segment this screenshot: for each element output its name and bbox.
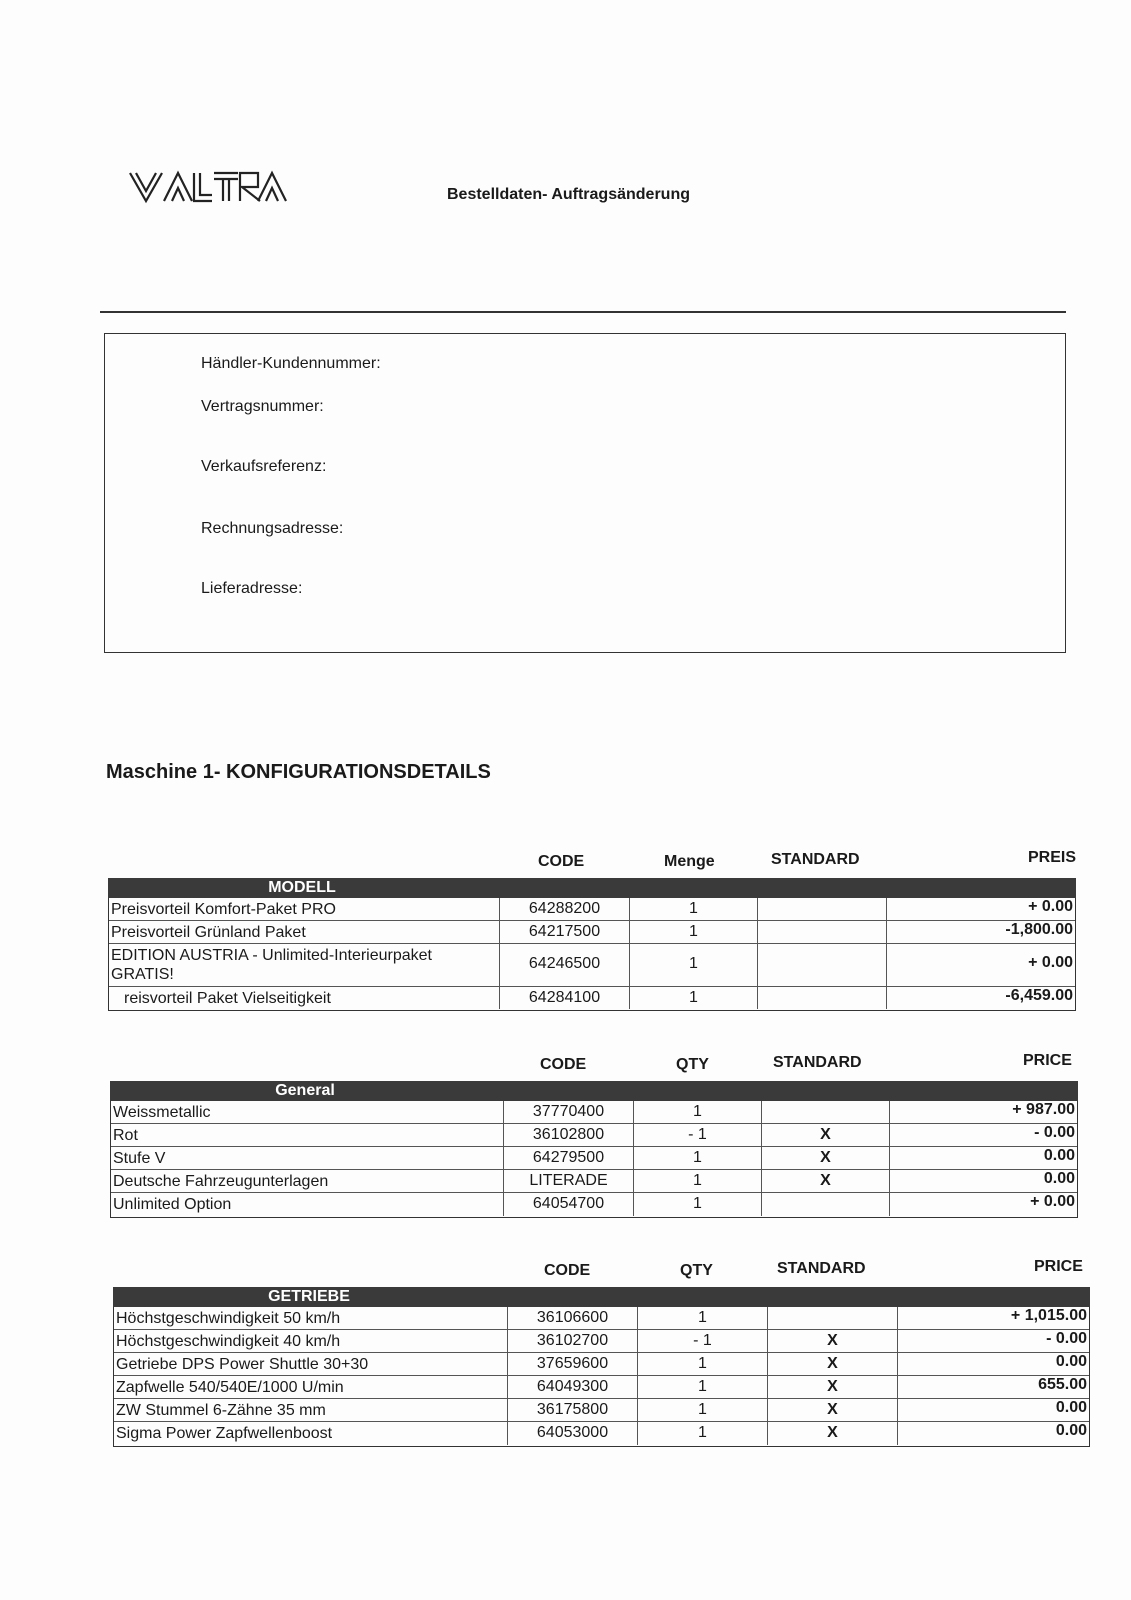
row-price: 0.00 xyxy=(1055,1353,1087,1370)
group-bar xyxy=(108,878,1076,898)
table-row xyxy=(109,944,1075,987)
row-description: Zapfwelle 540/540E/1000 U/min xyxy=(114,1376,508,1398)
row-standard xyxy=(762,1193,890,1216)
row-code: 64049300 xyxy=(508,1376,638,1398)
table-row xyxy=(114,1399,1089,1422)
row-price: 655.00 xyxy=(1038,1376,1087,1393)
row-description: Höchstgeschwindigkeit 40 km/h xyxy=(114,1330,508,1352)
row-qty: 1 xyxy=(630,944,758,986)
col-header-code: CODE xyxy=(544,1262,591,1279)
table-row xyxy=(114,1376,1089,1399)
row-description: Stufe V xyxy=(111,1147,504,1169)
col-header-qty: QTY xyxy=(676,1056,709,1073)
table-row xyxy=(111,1193,1077,1216)
row-code: 64284100 xyxy=(500,987,630,1009)
row-code: 36106600 xyxy=(508,1307,638,1329)
col-header-qty: QTY xyxy=(680,1262,713,1279)
row-description: EDITION AUSTRIA - Unlimited-Interieurpaket GRATIS! xyxy=(109,944,500,986)
row-description: Preisvorteil Grünland Paket xyxy=(109,921,500,943)
row-code: 64279500 xyxy=(504,1147,634,1169)
row-qty: - 1 xyxy=(634,1124,762,1146)
delivery-address-label: Lieferadresse: xyxy=(201,580,303,597)
table-row xyxy=(111,1101,1077,1124)
row-qty: 1 xyxy=(630,921,758,943)
row-standard: X xyxy=(768,1422,898,1445)
row-price: - 0.00 xyxy=(1034,1124,1075,1141)
row-description: Sigma Power Zapfwellenboost xyxy=(114,1422,508,1445)
col-header-qty: Menge xyxy=(664,853,715,870)
col-header-code: CODE xyxy=(538,853,585,870)
row-qty: 1 xyxy=(630,987,758,1009)
table-row xyxy=(111,1170,1077,1193)
row-price: + 0.00 xyxy=(1028,954,1073,971)
table-row xyxy=(109,921,1075,944)
col-header-standard: STANDARD xyxy=(771,851,860,868)
col-header-price: PREIS xyxy=(1028,849,1077,866)
row-qty: 1 xyxy=(634,1101,762,1123)
row-standard xyxy=(758,944,887,986)
row-code: 64054700 xyxy=(504,1193,634,1216)
col-header-standard: STANDARD xyxy=(773,1054,862,1071)
row-description: Preisvorteil Komfort-Paket PRO xyxy=(109,898,500,920)
row-standard: X xyxy=(768,1399,898,1421)
row-price: -1,800.00 xyxy=(1005,921,1073,938)
header-divider xyxy=(100,311,1066,313)
row-code: 37659600 xyxy=(508,1353,638,1375)
row-qty: 1 xyxy=(638,1376,768,1398)
row-price: 0.00 xyxy=(1055,1422,1087,1439)
table-row xyxy=(114,1422,1089,1445)
row-standard: X xyxy=(768,1353,898,1375)
row-price: 0.00 xyxy=(1043,1170,1075,1187)
row-price: + 0.00 xyxy=(1028,898,1073,915)
group-bar xyxy=(113,1287,1090,1307)
row-description: Unlimited Option xyxy=(111,1193,504,1216)
group-label: GETRIEBE xyxy=(268,1288,350,1305)
group-label: General xyxy=(275,1082,335,1099)
table-body xyxy=(110,1101,1078,1218)
row-standard xyxy=(762,1101,890,1123)
row-qty: 1 xyxy=(638,1307,768,1329)
row-description: reisvorteil Paket Vielseitigkeit xyxy=(109,987,500,1009)
row-standard xyxy=(768,1307,898,1329)
col-header-price: PRICE xyxy=(1034,1258,1083,1275)
row-qty: 1 xyxy=(638,1353,768,1375)
row-price: -6,459.00 xyxy=(1005,987,1073,1004)
row-code: 64246500 xyxy=(500,944,630,986)
table-row xyxy=(111,1124,1077,1147)
table-row xyxy=(114,1307,1089,1330)
customer-info-box xyxy=(104,333,1066,653)
table-row xyxy=(114,1353,1089,1376)
row-qty: - 1 xyxy=(638,1330,768,1352)
row-standard xyxy=(758,987,887,1009)
row-description: Weissmetallic xyxy=(111,1101,504,1123)
billing-address-label: Rechnungsadresse: xyxy=(201,520,344,537)
row-description: Deutsche Fahrzeugunterlagen xyxy=(111,1170,504,1192)
row-price: + 0.00 xyxy=(1030,1193,1075,1210)
row-code: LITERADE xyxy=(504,1170,634,1192)
row-standard: X xyxy=(768,1376,898,1398)
row-standard: X xyxy=(762,1147,890,1169)
dealer-customer-number-label: Händler-Kundennummer: xyxy=(201,355,381,372)
row-qty: 1 xyxy=(638,1399,768,1421)
valtra-logo xyxy=(128,170,288,204)
row-standard: X xyxy=(768,1330,898,1352)
row-qty: 1 xyxy=(630,898,758,920)
row-qty: 1 xyxy=(634,1170,762,1192)
row-price: + 1,015.00 xyxy=(1010,1307,1087,1324)
row-price: + 987.00 xyxy=(1012,1101,1075,1118)
document-title: Bestelldaten- Auftragsänderung xyxy=(447,186,690,203)
contract-number-label: Vertragsnummer: xyxy=(201,398,324,415)
sales-reference-label: Verkaufsreferenz: xyxy=(201,458,327,475)
row-standard xyxy=(758,921,887,943)
col-header-price: PRICE xyxy=(1023,1052,1072,1069)
row-code: 36102800 xyxy=(504,1124,634,1146)
row-description: Rot xyxy=(111,1124,504,1146)
table-row xyxy=(111,1147,1077,1170)
table-row xyxy=(109,898,1075,921)
col-header-standard: STANDARD xyxy=(777,1260,866,1277)
row-standard xyxy=(758,898,887,920)
row-qty: 1 xyxy=(638,1422,768,1445)
table-row xyxy=(109,987,1075,1009)
row-code: 64053000 xyxy=(508,1422,638,1445)
row-qty: 1 xyxy=(634,1193,762,1216)
row-code: 36102700 xyxy=(508,1330,638,1352)
col-header-code: CODE xyxy=(540,1056,587,1073)
row-standard: X xyxy=(762,1124,890,1146)
row-code: 37770400 xyxy=(504,1101,634,1123)
row-standard: X xyxy=(762,1170,890,1192)
row-price: 0.00 xyxy=(1043,1147,1075,1164)
row-price: 0.00 xyxy=(1055,1399,1087,1416)
row-code: 64217500 xyxy=(500,921,630,943)
row-qty: 1 xyxy=(634,1147,762,1169)
table-row xyxy=(114,1330,1089,1353)
group-label: MODELL xyxy=(268,879,336,896)
table-body xyxy=(113,1307,1090,1447)
row-price: - 0.00 xyxy=(1046,1330,1087,1347)
row-code: 64288200 xyxy=(500,898,630,920)
table-body xyxy=(108,898,1076,1011)
group-bar xyxy=(110,1081,1078,1101)
row-description: Getriebe DPS Power Shuttle 30+30 xyxy=(114,1353,508,1375)
section-title: Maschine 1- KONFIGURATIONSDETAILS xyxy=(106,761,491,783)
row-code: 36175800 xyxy=(508,1399,638,1421)
row-description: ZW Stummel 6-Zähne 35 mm xyxy=(114,1399,508,1421)
row-description: Höchstgeschwindigkeit 50 km/h xyxy=(114,1307,508,1329)
